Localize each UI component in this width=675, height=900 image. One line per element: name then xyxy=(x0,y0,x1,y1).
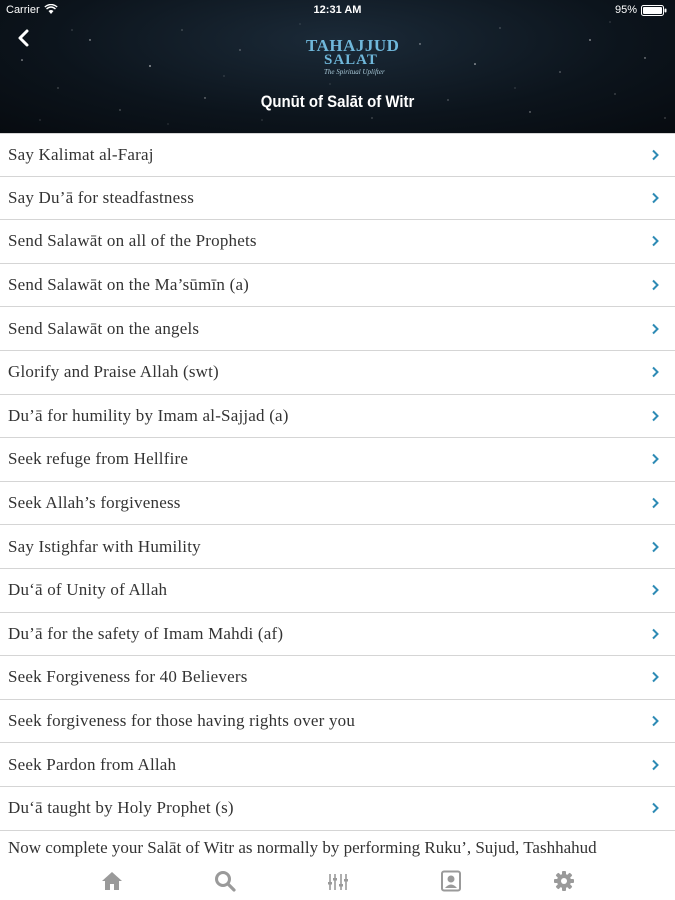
app-logo xyxy=(286,26,400,76)
list-item-label: Say Du’ā for steadfastness xyxy=(8,187,195,207)
list-item[interactable] xyxy=(0,656,675,700)
chevron-right-icon xyxy=(651,628,659,640)
list-item-label: Seek Allah’s forgiveness xyxy=(8,493,181,513)
list-item-label: Seek Pardon from Allah xyxy=(8,754,177,774)
logo-line1: TAHAJJUD xyxy=(306,36,400,55)
list-item-label: Seek refuge from Hellfire xyxy=(8,449,189,469)
header xyxy=(0,0,675,133)
chevron-right-icon xyxy=(651,192,659,204)
list-item-label: Send Salawāt on the Ma’sūmīn (a) xyxy=(8,275,250,295)
list-item[interactable] xyxy=(0,787,675,831)
list-item[interactable] xyxy=(0,438,675,482)
tab-sliders[interactable] xyxy=(326,870,350,892)
list-item-label: Glorify and Praise Allah (swt) xyxy=(8,362,219,382)
list-item-label: Du’ā for humility by Imam al-Sajjad (a) xyxy=(8,405,289,425)
tab-contact[interactable] xyxy=(439,870,463,892)
chevron-right-icon xyxy=(651,497,659,509)
chevron-right-icon xyxy=(651,323,659,335)
chevron-right-icon xyxy=(651,149,659,161)
chevron-right-icon xyxy=(651,366,659,378)
chevron-right-icon xyxy=(651,671,659,683)
tab-bar xyxy=(0,862,675,900)
tab-home[interactable] xyxy=(100,870,124,892)
page-title: Qunūt of Salāt of Witr xyxy=(260,92,415,111)
home-icon xyxy=(100,870,124,892)
battery-percent: 95% xyxy=(614,4,637,16)
chevron-left-icon xyxy=(14,27,34,49)
list-item[interactable] xyxy=(0,743,675,787)
logo-line2: SALAT xyxy=(324,52,378,68)
chevron-right-icon xyxy=(651,235,659,247)
list-item[interactable] xyxy=(0,264,675,308)
list-item-label: Say Kalimat al-Faraj xyxy=(8,144,154,164)
search-icon xyxy=(213,870,237,892)
list-item[interactable] xyxy=(0,351,675,395)
chevron-right-icon xyxy=(651,759,659,771)
instruction-text: Now complete your Salāt of Witr as normally by performing Ruku’, Sujud, Tashhahud xyxy=(8,838,597,857)
chevron-right-icon xyxy=(651,541,659,553)
gear-icon xyxy=(552,870,576,892)
list-item[interactable] xyxy=(0,133,675,177)
list-item-label: Du‘ā of Unity of Allah xyxy=(8,580,168,600)
dua-list xyxy=(0,133,675,831)
chevron-right-icon xyxy=(651,279,659,291)
list-item[interactable] xyxy=(0,395,675,439)
list-item-label: Say Istighfar with Humility xyxy=(8,536,201,556)
tab-settings[interactable] xyxy=(552,870,576,892)
sliders-icon xyxy=(326,870,350,892)
list-item[interactable] xyxy=(0,482,675,526)
tab-search[interactable] xyxy=(213,870,237,892)
list-item-label: Seek Forgiveness for 40 Believers xyxy=(8,667,248,687)
list-item-label: Send Salawāt on the angels xyxy=(8,318,200,338)
list-item-label: Du’ā for the safety of Imam Mahdi (af) xyxy=(8,623,284,643)
status-time: 12:31 AM xyxy=(313,4,362,16)
logo-tagline: The Spiritual Uplifter xyxy=(324,68,385,76)
list-item-label: Du‘ā taught by Holy Prophet (s) xyxy=(8,798,234,818)
status-bar xyxy=(0,0,675,22)
list-item[interactable] xyxy=(0,220,675,264)
chevron-right-icon xyxy=(651,453,659,465)
list-item[interactable] xyxy=(0,613,675,657)
list-item[interactable] xyxy=(0,700,675,744)
list-item-label: Seek forgiveness for those having rights over you xyxy=(8,711,356,731)
list-item[interactable] xyxy=(0,307,675,351)
chevron-right-icon xyxy=(651,584,659,596)
carrier-label: Carrier xyxy=(6,4,40,16)
list-item[interactable] xyxy=(0,525,675,569)
battery-icon xyxy=(641,5,667,16)
chevron-right-icon xyxy=(651,410,659,422)
chevron-right-icon xyxy=(651,802,659,814)
list-item[interactable] xyxy=(0,177,675,221)
list-item[interactable] xyxy=(0,569,675,613)
contact-icon xyxy=(439,870,463,892)
chevron-right-icon xyxy=(651,715,659,727)
list-item-label: Send Salawāt on all of the Prophets xyxy=(8,231,257,251)
back-button[interactable] xyxy=(14,27,34,49)
